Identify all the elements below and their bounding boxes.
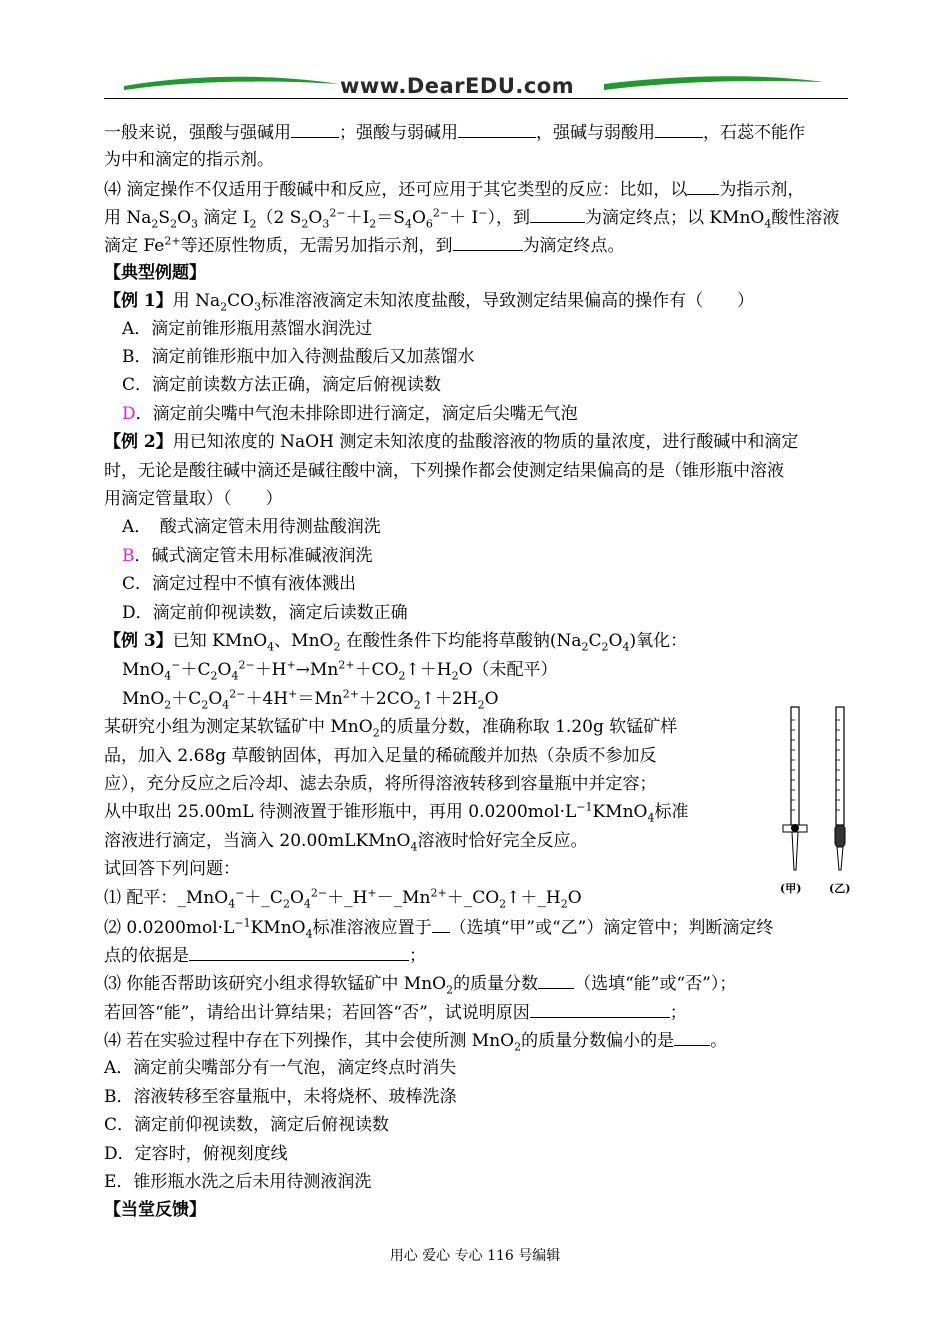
question-2-line2: 点的依据是 ； [104,946,426,966]
option-c[interactable]: C．滴定前读数方法正确，滴定后俯视读数 [122,375,442,395]
blank[interactable] [687,178,719,195]
blank[interactable] [453,234,523,251]
burette-jia-label: (甲) [780,882,802,895]
example-1: 【例 1】用 $Na_2CO_3$标准溶液滴定未知浓度盐酸，导致测定结果偏高的操作有（ ） [104,291,755,314]
p4-line3: 滴定 $Fe^{2+}$等还原性物质，无需另加指示剂，到 为滴定终点。 [104,234,625,256]
option-d[interactable]: D．定容时，俯视刻度线 [104,1144,288,1164]
option-e[interactable]: E．锥形瓶水洗之后未用待测液润洗 [104,1172,372,1192]
blank[interactable] [458,121,536,138]
para-line3: 应），充分反应之后冷却、滤去杂质，将所得溶液转移到容量瓶中并定容； [104,774,657,794]
burette-yi-illustration [826,705,856,900]
header-brand[interactable]: www.DearEDU.com [340,74,575,98]
option-d[interactable]: D．滴定前仰视读数，滴定后读数正确 [122,603,408,623]
para-line2: 品，加入 2.68g 草酸钠固体，再加入足量的稀硫酸并加热（杂质不参加反 [104,746,657,766]
option-b[interactable]: B．滴定前锥形瓶中加入待测盐酸后又加蒸馏水 [122,347,475,367]
blank[interactable] [538,972,574,989]
option-b[interactable]: B．碱式滴定管未用标准碱液润洗 [122,546,373,566]
option-a[interactable]: A． 酸式滴定管未用待测盐酸润洗 [122,517,381,537]
equation-1: $MnO_4^-+C_2O_4^{2-}+H^+\to Mn^{2+}+CO_2↑+H_2O$（未配平） [122,658,558,683]
answer-mark: D [122,404,136,424]
option-d[interactable]: D．滴定前尖嘴中气泡未排除即进行滴定，滴定后尖嘴无气泡 [122,404,578,424]
burette-jia-illustration [778,705,818,900]
blank[interactable] [530,1001,670,1018]
blank[interactable] [674,1029,710,1046]
option-b[interactable]: B．溶液转移至容量瓶中，未将烧杯、玻棒洗涤 [104,1087,457,1107]
section-heading: 【当堂反馈】 [104,1200,206,1220]
p4-line2: 用 $Na_2S_2O_3$ 滴定 $I_2(2$ $S_2O_3^{2-}+I_2=S_4O_6^{2-}+ I^-$），到 为滴定终点；以 KMnO$_4$酸性溶液 [104,206,840,231]
p1-line2: 为中和滴定的指示剂。 [104,150,274,170]
para-line5: 溶液进行滴定，当滴入 20.00mLKMnO$_4$溶液时恰好完全反应。 [104,831,588,854]
page-footer: 用心 爱心 专心 116 号编辑 [389,1248,561,1264]
example-2-line3: 用滴定管量取）（ ） [104,489,283,509]
example-3: 【例 3】已知 KMnO$_4$、MnO$_2$ 在酸性条件下均能将草酸钠$(Na_2C_2O_4)$氧化： [104,631,688,654]
para-line6: 试回答下列问题： [104,859,240,879]
p4-line: ⑷ 滴定操作不仅适用于酸碱中和反应，还可应用于其它类型的反应：比如，以 为指示剂， [104,180,805,200]
example-2: 【例 2】用已知浓度的 NaOH 测定未知浓度的盐酸溶液的物质的量浓度，进行酸碱中和滴定 [104,432,799,452]
section-heading: 【典型例题】 [104,263,206,283]
question-1: ⑴ 配平：$\_MnO_4^-+\_C_2O_4^{2-}+\_H^+-\_Mn^{2+}+\_CO_2↑+\_H_2O$ [104,886,582,911]
answer-mark: B [122,546,135,566]
equation-2: $MnO_2+C_2O_4^{2-}+4H^+=Mn^{2+}+2CO_2↑+2H_2O$ [122,687,499,712]
question-3-line2: 若回答“能”，请给出计算结果；若回答“否”，试说明原因 ； [104,1003,687,1023]
p1-line: 一般来说，强酸与强碱用 ；强酸与弱碱用 ，强碱与弱酸用 ，石蕊不能作 [104,123,805,143]
option-a[interactable]: A．滴定前锥形瓶用蒸馏水润洗过 [122,319,373,339]
question-3: ⑶ 你能否帮助该研究小组求得软锰矿中 MnO$_2$的质量分数 （选填“能”或“否”）； [104,974,737,997]
para-line1: 某研究小组为测定某软锰矿中 MnO$_2$的质量分数，准确称取 1.20g 软锰矿样 [104,717,678,740]
example-2-line2: 时，无论是酸往碱中滴还是碱往酸中滴，下列操作都会使测定结果偏高的是（锥形瓶中溶液 [104,461,784,481]
blank[interactable] [530,206,585,223]
option-a[interactable]: A．滴定前尖嘴部分有一气泡，滴定终点时消失 [104,1058,457,1078]
header-rule [104,98,848,99]
blank[interactable] [655,121,703,138]
burette-yi-label: (乙) [829,882,851,895]
blank[interactable] [189,944,409,961]
para-line4: 从中取出 25.00mL 待测液置于锥形瓶中，再用 $0.0200mol\cdot L^{-1}KMnO_4$标准 [104,800,689,825]
question-2: ⑵ $0.0200mol\cdot L^{-1}KMnO_4$标准溶液应置于 （选填“甲”或“乙”）滴定管中；判断滴定终 [104,916,774,941]
question-4: ⑷ 若在实验过程中存在下列操作，其中会使所测 MnO$_2$的质量分数偏小的是 。 [104,1031,728,1054]
blank[interactable] [432,916,450,933]
option-c[interactable]: C．滴定过程中不慎有液体溅出 [122,574,357,594]
blank[interactable] [291,121,339,138]
option-c[interactable]: C．滴定前仰视读数，滴定后俯视读数 [104,1115,390,1135]
